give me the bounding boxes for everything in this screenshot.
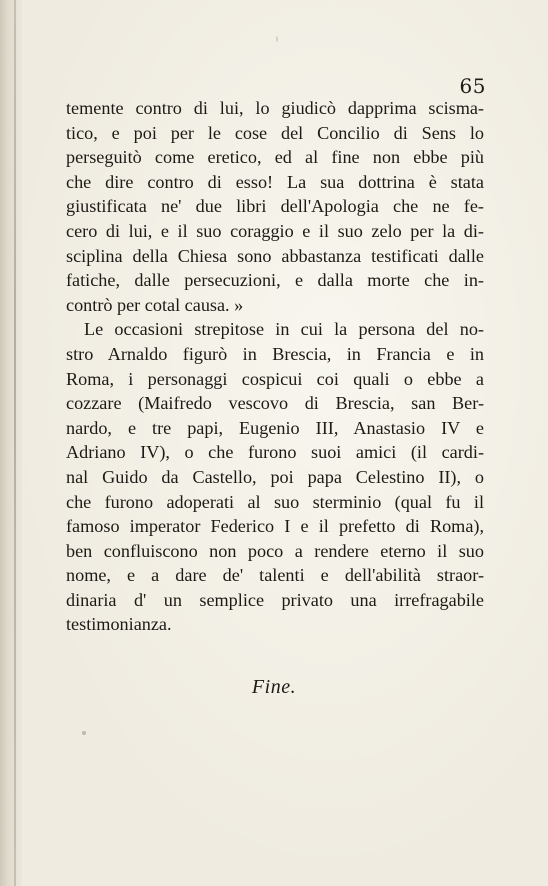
text-line: cozzare (Maifredo vescovo di Brescia, san Ber- xyxy=(66,393,484,414)
body-text xyxy=(66,96,484,637)
page-number: 65 xyxy=(459,74,486,98)
paper-speck xyxy=(82,731,86,735)
text-line: che dire contro di esso! La sua dottrina è stata xyxy=(66,171,484,192)
text-line: cero di lui, e il suo coraggio e il suo zelo per la di- xyxy=(66,220,484,241)
text-line: nardo, e tre papi, Eugenio III, Anastasio IV e xyxy=(66,417,484,438)
binding-shadow xyxy=(0,0,22,886)
paragraph-end-line: testimonianza. xyxy=(66,614,172,635)
text-line: dinaria d' un semplice privato una irrefragabile xyxy=(66,589,484,610)
text-line: nal Guido da Castello, poi papa Celestino II), o xyxy=(66,466,484,487)
paragraph-end-line: contrò per cotal causa. » xyxy=(66,294,244,315)
text-line: fatiche, dalle persecuzioni, e dalla morte che in- xyxy=(66,270,484,291)
binding-edge xyxy=(14,0,16,886)
text-line: stro Arnaldo figurò in Brescia, in Francia e in xyxy=(66,343,484,364)
text-line: giustificata ne' due libri dell'Apologia che ne fe- xyxy=(66,196,484,217)
paragraph-start-line: Le occasioni strepitose in cui la persona del no- xyxy=(84,319,484,340)
text-line: tico, e poi per le cose del Concilio di Sens lo xyxy=(66,122,484,143)
text-line: famoso imperator Federico I e il prefetto di Roma), xyxy=(66,516,484,537)
text-line: ben confluiscono non poco a rendere eterno il suo xyxy=(66,540,484,561)
text-line: perseguitò come eretico, ed al fine non ebbe più xyxy=(66,147,484,168)
text-line: Roma, i personaggi cospicui coi quali o ebbe a xyxy=(66,368,484,389)
text-line: temente contro di lui, lo giudicò dapprima scisma- xyxy=(66,98,484,118)
text-line: che furono adoperati al suo sterminio (qual fu il xyxy=(66,491,484,512)
text-line: nome, e a dare de' talenti e dell'abilità straor- xyxy=(66,565,484,586)
paper-speck xyxy=(276,36,278,42)
closing-word: Fine. xyxy=(251,676,297,698)
text-line: Adriano IV), o che furono suoi amici (il cardi- xyxy=(66,442,484,463)
text-line: sciplina della Chiesa sono abbastanza testificati dalle xyxy=(66,245,484,266)
